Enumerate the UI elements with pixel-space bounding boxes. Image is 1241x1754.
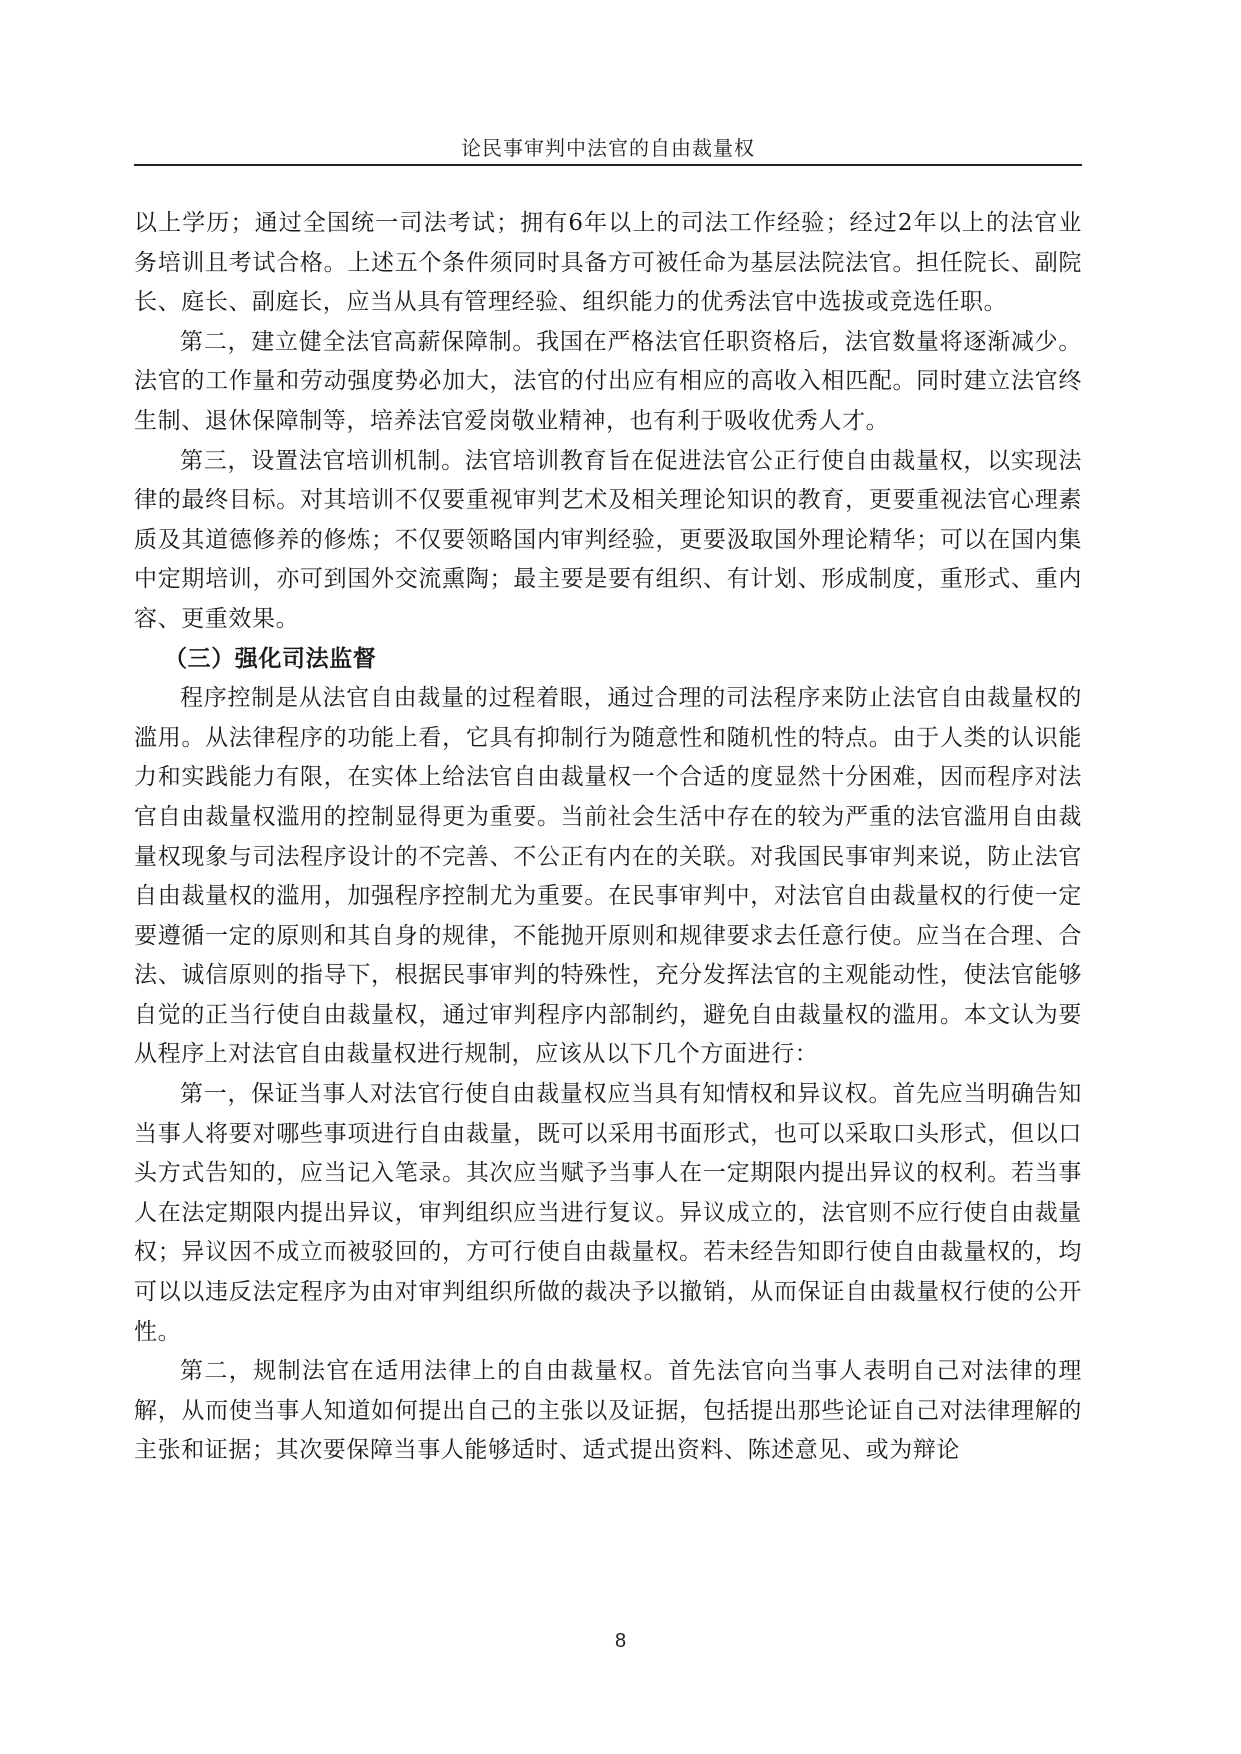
paragraph-right-to-know: 第一，保证当事人对法官行使自由裁量权应当具有知情权和异议权。首先应当明确告知当事人将要对哪些事项进行自由裁量，既可以采用书面形式，也可以采取口头形式，但以口头方式告知的，应当记入笔录。其次应当赋予当事人在一定期限内提出异议的权利。若当事人在法定期限内提出异议，审判组织应当进行复议。异议成立的，法官则不应行使自由裁量权；异议因不成立而被驳回的，方可行使自由裁量权。若未经告知即行使自由裁量权的，均可以以违反法定程序为由对审判组织所做的裁决予以撤销，从而保证自由裁量权行使的公开性。 — [134, 1081, 1082, 1345]
running-header: 论民事审判中法官的自由裁量权 — [461, 136, 755, 160]
section-heading: （三）强化司法监督 — [164, 645, 377, 672]
paragraph-applying-law: 第二，规制法官在适用法律上的自由裁量权。首先法官向当事人表明自己对法律的理解，从而使当事人知道如何提出自己的主张以及证据，包括提出那些论证自己对法律理解的主张和证据；其次要保障当事人能够适时、适式提出资料、陈述意见、或为辩论 — [134, 1358, 1082, 1464]
paragraph-salary-guarantee: 第二，建立健全法官高薪保障制。我国在严格法官任职资格后，法官数量将逐渐减少。法官的工作量和劳动强度势必加大，法官的付出应有相应的高收入相匹配。同时建立法官终生制、退休保障制等，培养法官爱岗敬业精神，也有利于吸收优秀人才。 — [134, 328, 1082, 434]
paragraph-procedure-control: 程序控制是从法官自由裁量的过程着眼，通过合理的司法程序来防止法官自由裁量权的滥用。从法律程序的功能上看，它具有抑制行为随意性和随机性的特点。由于人类的认识能力和实践能力有限，在实体上给法官自由裁量权一个合适的度显然十分困难，因而程序对法官自由裁量权滥用的控制显得更为重要。当前社会生活中存在的较为严重的法官滥用自由裁量权现象与司法程序设计的不完善、不公正有内在的关联。对我国民事审判来说，防止法官自由裁量权的滥用，加强程序控制尤为重要。在民事审判中，对法官自由裁量权的行使一定要遵循一定的原则和其自身的规律，不能抛开原则和规律要求去任意行使。应当在合理、合法、诚信原则的指导下，根据民事审判的特殊性，充分发挥法官的主观能动性，使法官能够自觉的正当行使自由裁量权，通过审判程序内部制约，避免自由裁量权的滥用。本文认为要从程序上对法官自由裁量权进行规制，应该从以下几个方面进行： — [134, 685, 1082, 1068]
paragraph-continued: 以上学历；通过全国统一司法考试；拥有6年以上的司法工作经验；经过2年以上的法官业务培训且考试合格。上述五个条件须同时具备方可被任命为基层法院法官。担任院长、副院长、庭长、副庭长，应当从具有管理经验、组织能力的优秀法官中选拔或竞选任职。 — [134, 210, 1082, 316]
header-rule — [134, 164, 1082, 166]
paragraph-training-mechanism: 第三，设置法官培训机制。法官培训教育旨在促进法官公正行使自由裁量权，以实现法律的最终目标。对其培训不仅要重视审判艺术及相关理论知识的教育，更要重视法官心理素质及其道德修养的修炼；不仅要领略国内审判经验，更要汲取国外理论精华；可以在国内集中定期培训，亦可到国外交流熏陶；最主要是要有组织、有计划、形成制度，重形式、重内容、更重效果。 — [134, 447, 1082, 632]
body-text — [134, 204, 1082, 1471]
page-number: 8 — [614, 1630, 627, 1652]
